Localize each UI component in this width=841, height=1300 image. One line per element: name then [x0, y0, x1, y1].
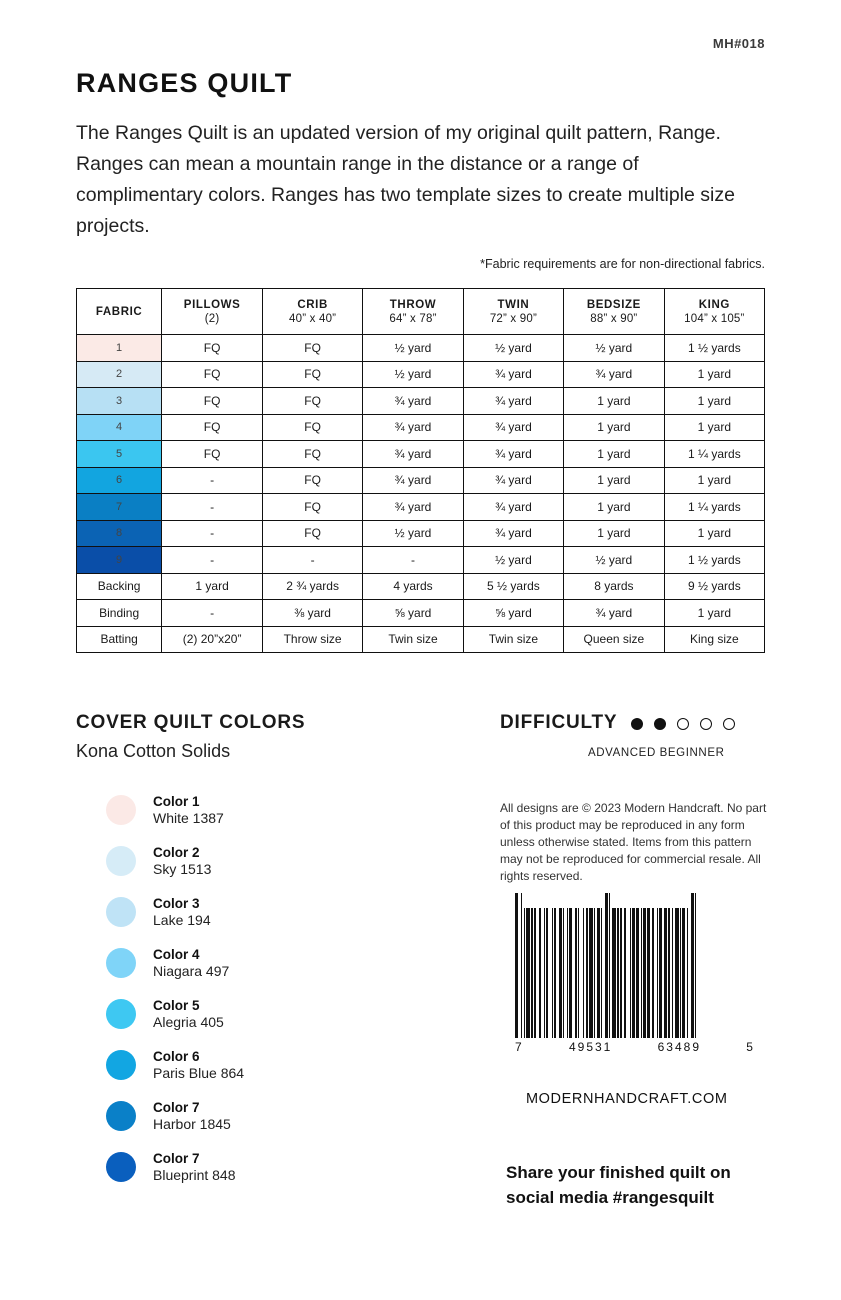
table-cell: - [162, 600, 263, 627]
column-header-label: KING [698, 298, 730, 311]
column-header-label: TWIN [497, 298, 530, 311]
website-url[interactable]: MODERNHANDCRAFT.COM [526, 1091, 728, 1107]
table-cell: - [162, 467, 263, 494]
color-list-item [106, 988, 436, 1039]
color-text [153, 895, 211, 929]
color-text [153, 1048, 244, 1082]
difficulty-dot-icon [700, 718, 712, 730]
column-header-label: CRIB [297, 298, 328, 311]
table-cell: 1 yard [664, 600, 764, 627]
table-cell: - [162, 494, 263, 521]
table-cell: ½ yard [564, 335, 665, 362]
color-swatch-icon [106, 1152, 136, 1182]
table-cell: 1 yard [664, 520, 764, 547]
color-swatch-icon [106, 1101, 136, 1131]
table-row [77, 600, 765, 627]
table-header [77, 289, 765, 335]
color-list-item [106, 886, 436, 937]
color-swatch-icon [106, 846, 136, 876]
column-header-fabric [77, 289, 162, 335]
pattern-sku: MH#018 [712, 36, 765, 51]
fabric-row-label: Backing [77, 573, 162, 600]
table-cell: - [262, 547, 362, 574]
table-cell: ½ yard [363, 335, 464, 362]
color-list-item [106, 1039, 436, 1090]
fabric-swatch-cell: 6 [77, 467, 162, 494]
table-cell: 1 yard [664, 361, 764, 388]
column-header-sub: 72” x 90” [489, 312, 537, 325]
table-cell: Twin size [463, 626, 563, 653]
column-header-crib [262, 289, 362, 335]
column-header-label: THROW [389, 298, 437, 311]
color-text [153, 844, 211, 878]
table-cell: - [363, 547, 464, 574]
intro-paragraph: The Ranges Quilt is an updated version of my original quilt pattern, Range. Ranges can mean a mountain range in the distance or a range of complimentary colors. Ranges has two template sizes to create multiple size projects. [76, 122, 735, 237]
table-cell: ¾ yard [564, 600, 665, 627]
table-cell: ¾ yard [363, 494, 464, 521]
table-cell: ⅜ yard [262, 600, 362, 627]
fabric-swatch-cell: 1 [77, 335, 162, 362]
color-name: Color 1 [153, 793, 200, 809]
table-cell: ¾ yard [463, 494, 563, 521]
table-header-row [77, 289, 765, 335]
table-cell: 1 yard [564, 467, 665, 494]
column-header-label: PILLOWS [183, 298, 241, 311]
fabric-row-label: Binding [77, 600, 162, 627]
table-cell: ¾ yard [463, 361, 563, 388]
column-header-sub: 64” x 78” [389, 312, 437, 325]
table-cell: FQ [162, 335, 263, 362]
column-header-sub: (2) [204, 312, 220, 325]
column-header-sub: 40” x 40” [289, 312, 337, 325]
difficulty-dot-icon [723, 718, 735, 730]
table-cell: ½ yard [463, 335, 563, 362]
table-cell: Twin size [363, 626, 464, 653]
fabric-note: *Fabric requirements are for non-directional fabrics. [480, 257, 765, 271]
table-cell: 8 yards [564, 573, 665, 600]
table-row [77, 441, 765, 468]
table-row [77, 361, 765, 388]
table-row [77, 414, 765, 441]
color-text [153, 997, 224, 1031]
column-header-bedsize [564, 289, 665, 335]
table-cell: Throw size [262, 626, 362, 653]
color-name: Color 5 [153, 997, 200, 1013]
difficulty-dot-icon [677, 718, 689, 730]
color-value: Niagara 497 [153, 962, 230, 979]
table-cell: - [162, 547, 263, 574]
difficulty-dot-icon [631, 718, 643, 730]
table-cell: 1 ½ yards [664, 335, 764, 362]
color-list-item [106, 1141, 436, 1192]
table-cell: ¾ yard [463, 467, 563, 494]
table-cell: 1 ¼ yards [664, 494, 764, 521]
column-header-label: FABRIC [95, 305, 143, 318]
table-cell: ⅝ yard [463, 600, 563, 627]
table-cell: 9 ½ yards [664, 573, 764, 600]
color-list [106, 784, 436, 1192]
table-cell: ¾ yard [363, 467, 464, 494]
table-cell: ¾ yard [463, 388, 563, 415]
table-cell: FQ [262, 414, 362, 441]
table-cell: ¾ yard [564, 361, 665, 388]
table-cell: ¾ yard [463, 441, 563, 468]
color-list-item [106, 937, 436, 988]
color-list-item [106, 1090, 436, 1141]
copyright-text: All designs are © 2023 Modern Handcraft. No part of this product may be reproduced in any form unless otherwise stated. Items from this pattern may not be reproduced for commercial resale. All rights reserved. [500, 801, 767, 883]
table-cell: 1 yard [564, 520, 665, 547]
table-cell: ½ yard [463, 547, 563, 574]
table-cell: 1 yard [664, 467, 764, 494]
fabric-swatch-cell: 4 [77, 414, 162, 441]
color-name: Color 6 [153, 1048, 200, 1064]
table-cell: ½ yard [363, 520, 464, 547]
barcode-group-1: 49531 [568, 1040, 613, 1054]
fabric-swatch-cell: 8 [77, 520, 162, 547]
color-value: Sky 1513 [153, 860, 212, 877]
color-swatch-icon [106, 795, 136, 825]
table-cell: FQ [262, 494, 362, 521]
difficulty-rating [631, 718, 735, 730]
barcode-digits [515, 1040, 755, 1054]
table-cell: FQ [262, 441, 362, 468]
table-row [77, 573, 765, 600]
table-cell: FQ [262, 520, 362, 547]
table-cell: FQ [262, 467, 362, 494]
table-row [77, 388, 765, 415]
barcode-left-digit: 7 [515, 1040, 524, 1054]
color-name: Color 4 [153, 946, 200, 962]
column-header-king [664, 289, 764, 335]
difficulty-level-label: ADVANCED BEGINNER [588, 747, 725, 759]
barcode [515, 893, 755, 1038]
fabric-swatch-cell: 9 [77, 547, 162, 574]
table-cell: FQ [162, 414, 263, 441]
table-cell: ¾ yard [463, 520, 563, 547]
color-list-item [106, 835, 436, 886]
color-value: Blueprint 848 [153, 1166, 236, 1183]
table-cell: 1 ¼ yards [664, 441, 764, 468]
table-cell: ¾ yard [363, 388, 464, 415]
color-name: Color 2 [153, 844, 200, 860]
table-row [77, 626, 765, 653]
color-value: Lake 194 [153, 911, 211, 928]
table-cell: 1 yard [564, 494, 665, 521]
color-text [153, 946, 229, 980]
color-name: Color 3 [153, 895, 200, 911]
color-text [153, 1099, 231, 1133]
table-cell: 1 yard [564, 388, 665, 415]
color-text [153, 793, 224, 827]
table-cell: FQ [162, 361, 263, 388]
table-cell: 1 yard [564, 414, 665, 441]
table-cell: 1 yard [664, 388, 764, 415]
fabric-swatch-cell: 5 [77, 441, 162, 468]
table-cell: ¾ yard [363, 414, 464, 441]
barcode-bar [696, 893, 698, 1038]
table-cell: 1 yard [664, 414, 764, 441]
difficulty-heading: DIFFICULTY [500, 712, 618, 733]
table-cell: 4 yards [363, 573, 464, 600]
fabric-swatch-cell: 7 [77, 494, 162, 521]
barcode-group-2: 63489 [657, 1040, 701, 1054]
table-cell: ¾ yard [363, 441, 464, 468]
table-cell: 1 yard [162, 573, 263, 600]
difficulty-dot-icon [654, 718, 666, 730]
fabric-row-label: Batting [77, 626, 162, 653]
table-row [77, 520, 765, 547]
table-row [77, 547, 765, 574]
table-cell: ½ yard [363, 361, 464, 388]
color-name: Color 7 [153, 1099, 200, 1115]
color-swatch-icon [106, 897, 136, 927]
color-swatch-icon [106, 948, 136, 978]
table-cell: Queen size [564, 626, 665, 653]
barcode-bars [515, 893, 755, 1038]
table-row [77, 467, 765, 494]
barcode-right-digit: 5 [746, 1040, 755, 1054]
share-callout: Share your finished quilt on social media #rangesquilt [506, 1163, 731, 1207]
table-cell: ⅝ yard [363, 600, 464, 627]
page-title: RANGES QUILT [76, 68, 293, 98]
table-cell: - [162, 520, 263, 547]
fabric-swatch-cell: 3 [77, 388, 162, 415]
column-header-label: BEDSIZE [586, 298, 641, 311]
color-value: Harbor 1845 [153, 1115, 231, 1132]
color-text [153, 1150, 236, 1184]
table-cell: 1 yard [564, 441, 665, 468]
color-value: Alegria 405 [153, 1013, 224, 1030]
table-cell: King size [664, 626, 764, 653]
column-header-sub: 104” x 105” [684, 312, 745, 325]
table-row [77, 494, 765, 521]
table-cell: 1 ½ yards [664, 547, 764, 574]
table-body [77, 335, 765, 653]
table-cell: (2) 20”x20” [162, 626, 263, 653]
column-header-sub: 88” x 90” [590, 312, 638, 325]
color-value: Paris Blue 864 [153, 1064, 245, 1081]
column-header-pillows [162, 289, 263, 335]
color-swatch-icon [106, 1050, 136, 1080]
table-row [77, 335, 765, 362]
color-swatch-icon [106, 999, 136, 1029]
column-header-throw [363, 289, 464, 335]
table-cell: FQ [162, 441, 263, 468]
cover-colors-heading: COVER QUILT COLORS [76, 712, 306, 733]
fabric-swatch-cell: 2 [77, 361, 162, 388]
color-name: Color 7 [153, 1150, 200, 1166]
table-cell: FQ [262, 388, 362, 415]
cover-colors-subheading: Kona Cotton Solids [76, 741, 231, 761]
table-cell: FQ [162, 388, 263, 415]
table-cell: 2 ¾ yards [262, 573, 362, 600]
fabric-requirements-table [76, 288, 765, 653]
table-cell: ¾ yard [463, 414, 563, 441]
column-header-twin [463, 289, 563, 335]
table-cell: ½ yard [564, 547, 665, 574]
table-cell: 5 ½ yards [463, 573, 563, 600]
table-cell: FQ [262, 335, 362, 362]
table-cell: FQ [262, 361, 362, 388]
color-value: White 1387 [153, 809, 224, 826]
color-list-item [106, 784, 436, 835]
